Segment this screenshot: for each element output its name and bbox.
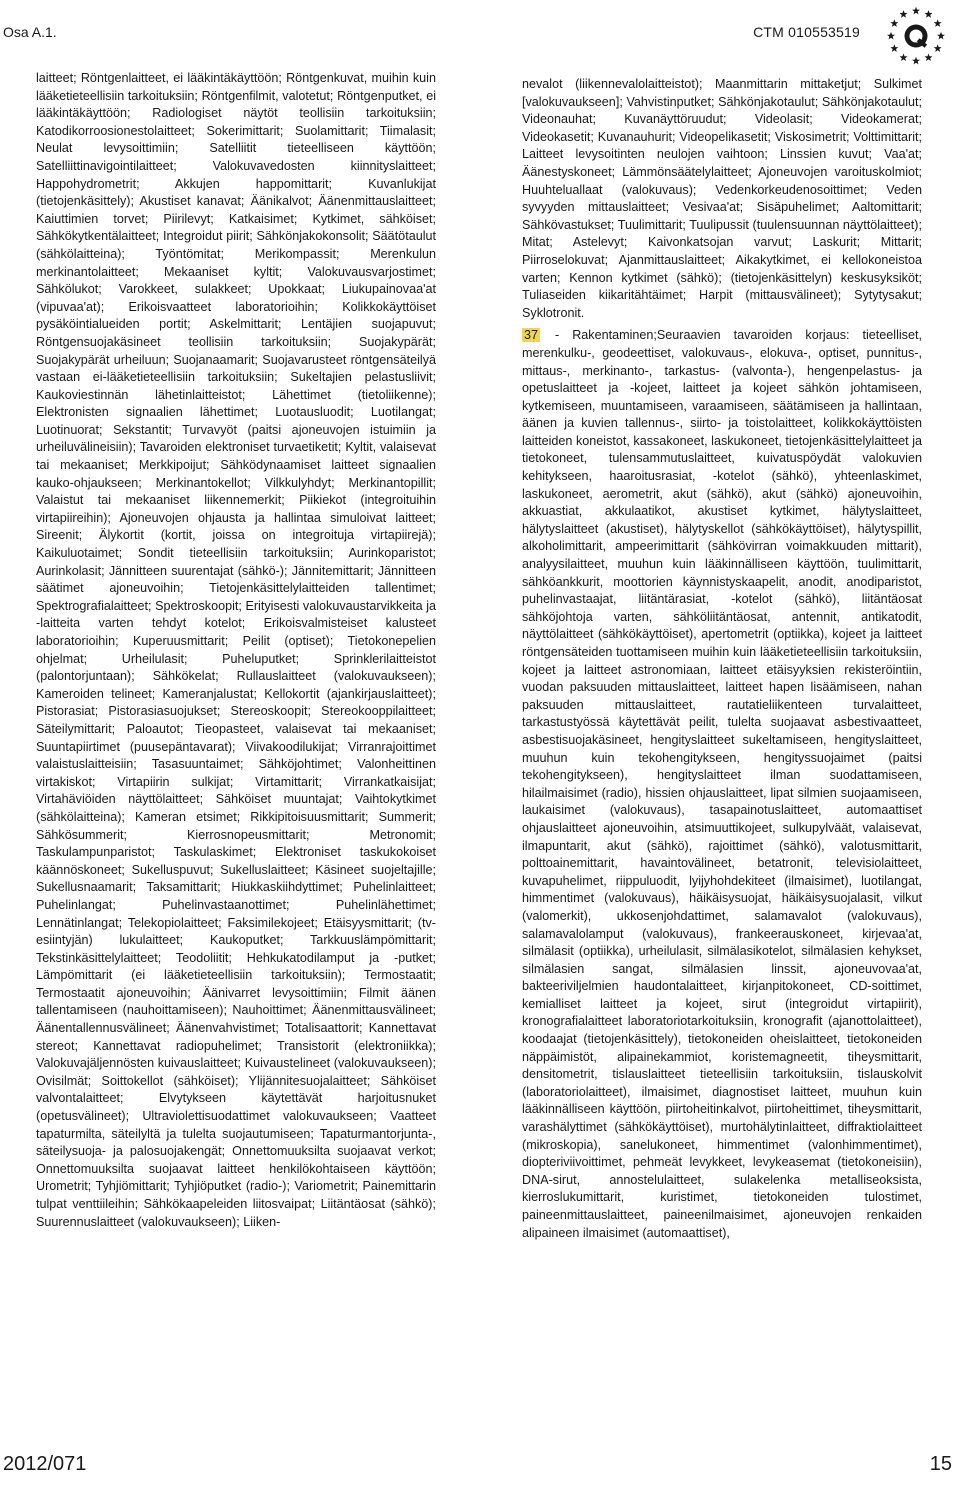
header-section-label: Osa A.1. xyxy=(3,24,57,40)
star-icon xyxy=(925,10,933,18)
star-icon xyxy=(912,7,920,15)
right-text-column xyxy=(522,76,922,1247)
star-icon xyxy=(890,44,898,52)
left-paragraph: laitteet; Röntgenlaitteet, ei lääkintäkäyttöön; Röntgenkuvat, muihin kuin lääketieteellisiin tarkoituksiin; Röntgenfilmit, valotetut; Röntgenputket, ei lääkintäkäyttöön; Radiologiset näytöt teollisiin tarkoituksiin; Katodikorroosionestolaitteet; Sokerimittarit; Suolamittarit; Tiimalasit; Neulat levysoittimiin; Satelliitit tieteelliseen käyttöön; Satelliittinavigointilaitteet; Valokuvavedosten kiinnityslaitteet; Happohydrometrit; Akkujen happomittarit; Kuvanlukijat (tietojenkäsittely); Akustiset kanavat; Äänikalvot; Äänenmittauslaitteet; Kaiuttimien torvet; Piirilevyt; Katkaisimet; Kytkimet, sähköiset; Sähkökytkentälaitteet; Integroidut piirit; Sähkönjakokonsolit; Säätötaulut (sähkölaitteina); Työntömitat; Merikompassit; Merenkulun merkinantolaitteet; Mekaaniset kyltit; Valokuvausvarjostimet; Sähkölukot; Varokkeet, sulakkeet; Upokkaat; Liukupainovaa'at (vipuvaa'at); Erikoisvaatteet laboratorioihin; Kolikkokäyttöiset pysäköintialueiden portit; Askelmittarit; Lentäjien suojapuvut; Röntgensuojakäsineet teollisiin tarkoituksiin; Suojakypärät; Suojakypärät urheiluun; Suojanaamarit; Suojavarusteet röntgensäteilyä vastaan ei-lääketieteellisiin tarkoituksiin; Sukeltajien pelastusliivit; Kaukoviestinnän lähetinlaitteistot; Lähettimet (tietoliikenne); Elektronisten signaalien lähettimet; Luotausluodit; Luotilangat; Luotinuorat; Sekstantit; Turvavyöt (paitsi ajoneuvojen istuimiin ja urheiluvälineisiin); Tavaroiden elektroniset turvaetiketit; Kyltit, valaisevat tai mekaaniset; Merkkipoijut; Sähködynaamiset laitteet signaalien kauko-ohjaukseen; Merkinantokellot; Vilkkulyhdyt; Merkinantopillit; Valaistut tai mekaaniset liikennemerkit; Piikiekot (integroituihin virtapiireihin); Ajoneuvojen ohjausta ja hallintaa simuloivat laitteet; Sireenit; Älykortit (kortit, joissa on integroituja virtapiirejä); Kaikuluotaimet; Sondit tieteellisiin tarkoituksiin; Aurinkoparistot; Aurinkolasit; Jännitteen suurentajat (sähkö-); Jännitemittarit; Jännitteen säätimet ajoneuvoihin; Tietojenkäsittelylaitteiden tallentimet; Spektrografialaitteet; Spektroskoopit; Erityisesti valokuvaustarvikkeita ja -laitteita varten tehdyt kotelot; Erikoisvalmisteiset kalusteet laboratorioihin; Kuperuusmittarit; Peilit (optiset); Tietokonepelien ohjelmat; Urheilulasit; Puheluputket; Sprinklerilaitteistot (palontorjuntaan); Sähkökelat; Rullauslaitteet (valokuvaukseen); Kameroiden telineet; Kameranjalustat; Kellokortit (ajankirjauslaitteet); Pistorasiat; Pistorasiasuojukset; Stereoskoopit; Stereokooppilaitteet; Säteilymittarit; Paloautot; Tieopasteet, valaisevat tai mekaaniset; Suuntapiirtimet (puusepäntavarat); Viivakoodilukijat; Virranrajoittimet valaistuslaitteisiin; Tasasuuntaimet; Sähköjohtimet; Valonheittinen virtakiskot; Virtapiirin sulkijat; Virtamittarit; Virrankatkaisijat; Virtahäviöiden näyttölaitteet; Sähköiset muuntajat; Vaihtokytkimet (sähkölaitteina); Kameran etsimet; Rikkipitoisuusmittarit; Summerit; Sähkösummerit; Kierrosnopeusmittarit; Metronomit; Taskulampunparistot; Taskulaskimet; Elektroniset taskukokoiset käännöskoneet; Sukelluspuvut; Sukelluslaitteet; Käsineet suojeltajille; Sukellusnaamarit; Taksamittarit; Hiukkaskiihdyttimet; Puhelinlaitteet; Puhelinlangat; Puhelinvastaanottimet; Puhelinlähettimet; Lennätinlangat; Telekopiolaitteet; Faksimilekojeet; Etäisyysmittarit; (tv-esiintyjän) lukulaitteet; Kaukoputket; Tarkkuuslämpömittarit; Tekstinkäsittelylaitteet; Teodoliitit; Hehkukatodilamput ja -putket; Lämpömittarit (ei lääketieteellisiin tarkoituksiin); Termostaatit; Termostaatit ajoneuvoihin; Äänivarret levysoittimiin; Filmit äänen tallentamiseen (nauhoittamiseen); Nauhoittimet; Äänenmittausvälineet; Äänentallennusvälineet; Äänenvahvistimet; Totalisaattorit; Kannettavat stereot; Kannettavat radiopuhelimet; Transistorit (elektroniikka); Valokuvajäljennösten kuivauslaitteet; Kuivaustelineet (valokuvaukseen); Ovisilmät; Soittokellot (sähköiset); Ylijännitesuojalaitteet; Sähköiset valvontalaitteet; Elvytykseen käytettävät harjoitusnuket (opetusvälineet); Ultraviolettisuodattimet valokuvaukseen; Vaatteet tapaturmilta, säteilyltä ja tulelta suojautumiseen; Tapaturmantorjunta-, säteilysuoja- ja palosuojakengät; Onnettomuuksilta suojaavat verkot; Onnettomuuksilta suojaavat laitteet henkilökohtaiseen käyttöön; Urometrit; Tyhjiömittarit; Tyhjiöputket (radio-); Variometrit; Painemittarin tulpat venttiileihin; Sähkökaapeleiden liitosvaipat; Liitäntäosat (sähkö); Suurennuslaitteet (valokuvaukseen); Liiken- xyxy=(36,71,436,1229)
star-icon xyxy=(900,10,908,18)
star-icon xyxy=(887,32,895,40)
class-37-paragraph xyxy=(522,327,922,1242)
star-icon xyxy=(937,32,945,40)
star-icon xyxy=(934,44,942,52)
star-icon xyxy=(934,19,942,27)
star-icon xyxy=(900,53,908,61)
star-icon xyxy=(890,19,898,27)
ec-stars-q-icon xyxy=(884,4,948,68)
right-continuation-paragraph: nevalot (liikennevalolaitteistot); Maanmittarin mittaketjut; Sulkimet [valokuvaukseen]; Vahvistinputket; Sähkönjakotaulut; Sähkönjakotaulut; Videonauhat; Kuvanäyttöruudut; Videolasit; Videokamerat; Videokasetit; Kuvanauhurit; Videopelikasetit; Viskosimetrit; Volttimittarit; Laitteet levysoitinten neulojen vaihtoon; Linssien kuvut; Vaa'at; Äänestyskoneet; Lämmönsäätelylaitteet; Ajoneuvojen varoituskolmiot; Huuhteluallaat (valokuvaus); Vedenkorkeudenosoittimet; Veden syvyyden mittauslaitteet; Vesivaa'at; Sisäpuhelimet; Aaltomittarit; Sähkövastukset; Tuulimittarit; Tuulipussit (tuulensuunnan näyttölaitteet); Mitat; Astelevyt; Kaivonkatsojan varvut; Laskurit; Mittarit; Piirroselokuvat; Ajanmittauslaitteet; Aikakytkimet, ei kellokoneistoa varten; Kennon kytkimet (sähkö); (tietojenkäsittelyn) keskusyksiköt; Tuliaseiden kiikaritähtäimet; Harpit (mittausvälineet); Sytytysakut; Syklotronit. xyxy=(522,77,922,320)
class-37-text: - Rakentaminen;Seuraavien tavaroiden korjaus: tieteelliset, merenkulku-, geodeettiset, valokuvaus-, elokuva-, optiset, punnitus-, mittaus-, merkinanto-, tarkastus- (valvonta-), hengenpelastus- ja opetuslaitteet ja -kojeet, laitteet ja kojeet sähkön johtamiseen, kytkemiseen, muuntamiseen, varaamiseen, säätämiseen ja hallintaan, äänen ja kuvien tallennus-, siirto- ja toistolaitteet, kolikkokäyttöisten laitteiden koneistot, kassakoneet, laskukoneet, tietojenkäsittelylaitteet ja tietokoneet, tulensammutuslaitteet, kuivatuspöydät valokuvien kehitykseen, haaroitusrasiat, -kotelot (sähkö), yhteenlaskimet, laskukoneet, aerometrit, akut (sähkö), akut (sähkö) ajoneuvoihin, akkuastiat, akkulaatikot, akustiset kytkimet, hälytyslaitteet, hälytyslaitteet (akustiset), hälytyskellot (sähkökäyttöiset), hälytyspillit, alkoholimittarit, ampeerimittarit (sähkövirran voimakkuuden mittarit), analyysilaitteet, muuhun kuin lääkinnälliseen käyttöön, tuulimittarit, sähköankkurit, moottorien käynnistyskaapelit, anodit, anodiparistot, puhelinvastaajat, liitäntärasiat, -kotelot (sähkö), liitäntäosat sähköjohtoja varten, sähköliitäntäosat, antennit, antikatodit, näyttölaitteet (sähkökäyttöiset), apertometrit (optiikka), kojeet ja laitteet röntgensäteiden tuottamiseen muihin kuin lääketieteellisiin tarkoituksiin, kojeet ja laitteet astronomiaan, laitteet etäisyyksien rekisteröintiin, vuodan paksuuden mittauslaitteet, laitteet hapen lisäämiseen, nahan paksuuden mittauslaitteet, rautatieliikenteen turvalaitteet, tarkastustyössä käytettävät peilit, tulelta suojaavat asbestivaatteet, asbestisuojakäsineet, hengityslaitteet sukeltamiseen, hengityslaitteet, muuhun kuin tekohengitykseen, hengityssuojaimet (paitsi tekohengitykseen), hengityslaitteet ilman suodattamiseen, hilailmaisimet (radio), hissien ohjauslaitteet, lipat silmien suojaamiseen, laukaisimet (valokuvaus), tasapainotuslaitteet, automaattiset ohjauslaitteet ajoneuvoihin, atsimuuttikojeet, sulkupylväät, valaisevat, ilmapuntarit, akut (sähkö), rajoittimet (sähkö), valotusmittarit, polttoainemittarit, havaintovälineet, betatronit, televisiolaitteet, kuvapuhelimet, riippuluodit, lyijyhohdekiteet (ilmaisimet), luotilangat, himmentimet (valokuvaus), häikäisysuojat, häikäisysuojalasit, vilkut (valomerkit), ukkosenjohdattimet, salamavalot (valokuvaus), salamavalolamput (valokuvaus), frankeerauskoneet, kirjevaa'at, silmälasit (optiikka), urheilulasit, silmälasikotelot, silmälasien kehykset, silmälasien sangat, silmälasien linssit, ajoneuvovaa'at, bakteeriviljelmien haudontalaitteet, kirjanpitokoneet, CD-soittimet, kemialliset laitteet ja kojeet, sirut (integroidut virtapiirit), kronografialaitteet laboratoriotarkoituksiin, kronografit (ajanottolaitteet), koodaajat (tietojenkäsittely), tietokoneiden oheislaitteet, tietokoneiden näppäimistöt, alipainekammiot, koristemagneetit, tiheysmittarit, densitometrit, tislauslaitteet tieteellisiin tarkoituksiin, tislauskolvit (laboratoriolaitteet), ilmaisimet, diagnostiset laitteet, muuhun kuin lääkinnälliseen käyttöön, piirtoheitinkalvot, piirtoheittimet, tiheysmittarit, varashälyttimet (sähkökäyttöiset), murtohälytinlaitteet, diffraktiolaitteet (mikroskopia), sanelukoneet, himmentimet (valonhimmentimet), diopteriviivoittimet, pehmeät levykkeet, levykeasemat (tietokoneisiin), DNA-sirut, annostelulaitteet, sulakelenka metalliseoksista, kierroslukumittarit, kuristimet, tietokoneiden tulostimet, paineenmittauslaitteet, paineenilmaisimet, ajoneuvojen renkaiden alipaineen ilmaisimet (automaattiset), xyxy=(522,328,922,1240)
header-trademark-number: CTM 010553519 xyxy=(753,24,860,40)
footer-page-number: 15 xyxy=(929,1453,952,1475)
star-icon xyxy=(925,53,933,61)
star-icon xyxy=(912,57,920,65)
left-text-column xyxy=(36,70,436,1236)
class-number-badge: 37 xyxy=(524,328,539,343)
footer-bulletin-number: 2012/071 xyxy=(3,1453,87,1475)
